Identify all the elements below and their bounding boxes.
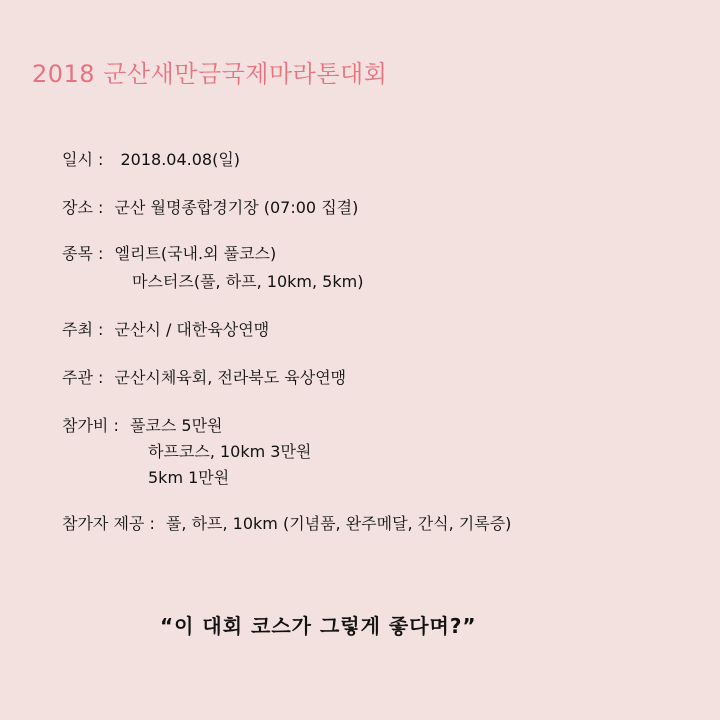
date-label: 일시 : [62,150,104,169]
events-line-1: 엘리트(국내.외 풀코스) [114,244,277,263]
venue-label: 장소 : [62,198,104,217]
organizer-label: 주관 : [62,368,104,387]
events-label: 종목 : [62,244,104,263]
organizer-value: 군산시체육회, 전라북도 육상연맹 [114,368,347,387]
fee-label: 참가비 : [62,416,119,435]
provided-label: 참가자 제공 : [62,514,155,533]
fee-line-3: 5km 1만원 [148,468,230,487]
organizer-row [62,368,346,388]
venue-value: 군산 월명종합경기장 (07:00 집결) [114,198,359,217]
venue-row [62,198,358,218]
event-title: 2018 군산새만금국제마라톤대회 [32,60,388,88]
tagline-quote: “이 대회 코스가 그렇게 좋다며?” [160,614,477,638]
fee-row [62,416,223,436]
fee-line-2: 하프코스, 10km 3만원 [148,442,312,461]
fee-line-1: 풀코스 5만원 [129,416,223,435]
events-row [62,244,276,264]
host-label: 주최 : [62,320,104,339]
date-row [62,150,240,170]
provided-row [62,514,511,534]
provided-value: 풀, 하프, 10km (기념품, 완주메달, 간식, 기록증) [165,514,512,533]
date-value: 2018.04.08(일) [120,150,241,169]
host-row [62,320,269,340]
host-value: 군산시 / 대한육상연맹 [114,320,270,339]
events-line-2: 마스터즈(풀, 하프, 10km, 5km) [132,272,364,291]
